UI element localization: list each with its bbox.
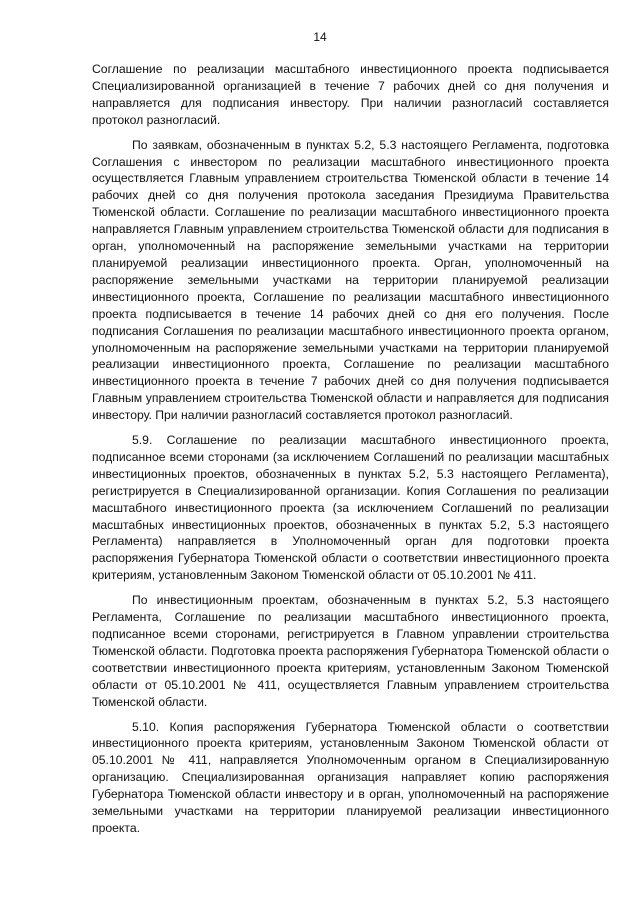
page-number: 14 [313,30,327,44]
paragraph-continuation: Соглашение по реализации масштабного инвестиционного проекта подписывается Специализированной организацией в течение 7 рабочих дней со дня получения и направляется для подписания инвестору. При наличии разногласий составляется протокол разногласий. [92,62,609,127]
paragraph-registration: По инвестиционным проектам, обозначенным в пунктах 5.2, 5.3 настоящего Регламента, Соглашение по реализации масштабного инвестиционного проекта, подписанное всеми сторонами, регистрируется в Главном управлении строительства Тюменской области. Подготовка проекта распоряжения Губернатора Тюменской области о соответствии инвестиционного проекта критериям, установленным Законом Тюменской области от 05.10.2001 № 411, осуществляется Главным управлением строительства Тюменской области. [92,593,609,709]
document-body [92,61,609,837]
paragraph-section-5-9: 5.9. Соглашение по реализации масштабного инвестиционного проекта, подписанное всеми сторонами (за исключением Соглашений по реализации масштабных инвестиционных проектов, обозначенных в пунктах 5.2, 5.3 настоящего Регламента), регистрируется в Специализированной организации. Копия Соглашения по реализации масштабного инвестиционного проекта (за исключением Соглашений по реализации масштабных инвестиционных проектов, обозначенных в пунктах 5.2, 5.3 настоящего Регламента) направляется в Уполномоченный орган для подготовки проекта распоряжения Губернатора Тюменской области о соответствии инвестиционного проекта критериям, установленным Законом Тюменской области от 05.10.2001 № 411. [92,433,609,583]
paragraph-section-5-10: 5.10. Копия распоряжения Губернатора Тюменской области о соответствии инвестиционного проекта критериям, установленным Законом Тюменской области от 05.10.2001 № 411, направляется Уполномоченным органом в Специализированную организацию. Специализированная организация направляет копию распоряжения Губернатора Тюменской области инвестору и в орган, уполномоченный на распоряжение земельными участками на территории планируемой реализации инвестиционного проекта. [92,719,609,835]
paragraph-agreement-preparation: По заявкам, обозначенным в пунктах 5.2, 5.3 настоящего Регламента, подготовка Соглашения с инвестором по реализации масштабного инвестиционного проекта осуществляется Главным управлением строительства Тюменской области в течение 14 рабочих дней со дня получения протокола заседания Президиума Правительства Тюменской области. Соглашение по реализации масштабного инвестиционного проекта направляется Главным управлением строительства Тюменской области для подписания в орган, уполномоченный на распоряжение земельными участками на территории планируемой реализации инвестиционного проекта. Орган, уполномоченный на распоряжение земельными участками на территории планируемой реализации инвестиционного проекта, Соглашение по реализации масштабного инвестиционного проекта подписывается в течение 14 рабочих дней со дня его получения. После подписания Соглашения по реализации масштабного инвестиционного проекта органом, уполномоченным на распоряжение земельными участками на территории планируемой реализации инвестиционного проекта, Соглашение по реализации масштабного инвестиционного проекта в течение 7 рабочих дней со дня получения подписывается Главным управлением строительства Тюменской области и направляется для подписания инвестору. При наличии разногласий составляется протокол разногласий. [92,137,609,423]
